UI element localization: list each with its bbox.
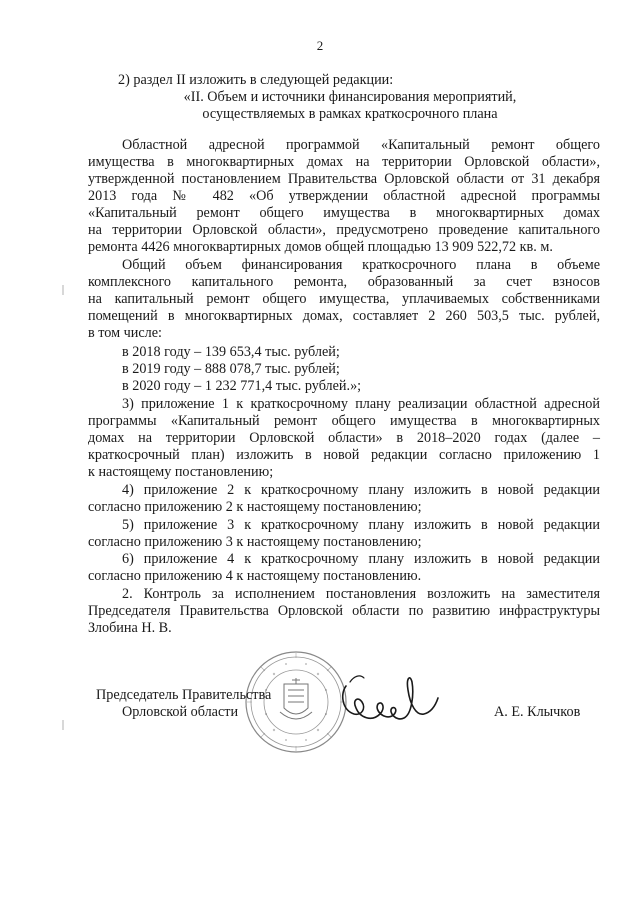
section-intro: 2) раздел II изложить в следующей редакции: bbox=[118, 72, 394, 88]
paragraph2-line-1: Общий объем финансирования краткосрочного плана в объеме bbox=[122, 257, 600, 273]
item6-line-2: согласно приложению 4 к настоящему постановлению. bbox=[88, 568, 422, 584]
item4-line-1: 4) приложение 2 к краткосрочному плану изложить в новой редакции bbox=[122, 482, 600, 498]
signatory-name: А. Е. Клычков bbox=[494, 704, 581, 720]
control-line-2: Председателя Правительства Орловской области по развитию инфраструктуры bbox=[88, 603, 600, 619]
section-title-line-1: «II. Объем и источники финансирования мероприятий, bbox=[183, 89, 517, 105]
item5-line-2: согласно приложению 3 к настоящему постановлению; bbox=[88, 534, 422, 550]
handwritten-signature bbox=[332, 664, 444, 734]
item3-line-5: к настоящему постановлению; bbox=[88, 464, 274, 480]
year-2019-line: в 2019 году – 888 078,7 тыс. рублей; bbox=[122, 361, 340, 377]
item3-line-1: 3) приложение 1 к краткосрочному плану реализации областной адресной bbox=[122, 396, 600, 412]
paragraph1-line-2: имущества в многоквартирных домах на территории Орловской области», bbox=[88, 154, 600, 170]
section-title-line-2: осуществляемых в рамках краткосрочного плана bbox=[202, 106, 498, 122]
item6-line-1: 6) приложение 4 к краткосрочному плану изложить в новой редакции bbox=[122, 551, 600, 567]
control-line-1: 2. Контроль за исполнением постановления возложить на заместителя bbox=[122, 586, 600, 602]
item3-line-2: программы «Капитальный ремонт общего имущества в многоквартирных bbox=[88, 413, 600, 429]
signatory-title-line-1: Председатель Правительства bbox=[96, 687, 272, 703]
scan-margin-mark bbox=[62, 720, 64, 730]
item5-line-1: 5) приложение 3 к краткосрочному плану изложить в новой редакции bbox=[122, 517, 600, 533]
item3-line-4: краткосрочный план) изложить в новой редакции согласно приложению 1 bbox=[88, 447, 600, 463]
paragraph1-line-3: утвержденной постановлением Правительства Орловской области от 31 декабря bbox=[88, 171, 600, 187]
paragraph2-line-2: комплексного капитального ремонта, образованный за счет взносов bbox=[88, 274, 600, 290]
page-number: 2 bbox=[316, 38, 324, 53]
year-2018-line: в 2018 году – 139 653,4 тыс. рублей; bbox=[122, 344, 340, 360]
paragraph2-line-3: на капитальный ремонт общего имущества, уплачиваемых собственниками bbox=[88, 291, 600, 307]
item4-line-2: согласно приложению 2 к настоящему постановлению; bbox=[88, 499, 422, 515]
paragraph1-line-6: на территории Орловской области», предусмотрено проведение капитального bbox=[88, 222, 600, 238]
paragraph2-line-4: помещений в многоквартирных домах, составляет 2 260 503,5 тыс. рублей, bbox=[88, 308, 600, 324]
paragraph1-line-1: Областной адресной программой «Капитальный ремонт общего bbox=[122, 137, 600, 153]
control-line-3: Злобина Н. В. bbox=[88, 620, 172, 636]
paragraph1-line-7: ремонта 4426 многоквартирных домов общей площадью 13 909 522,72 кв. м. bbox=[88, 239, 553, 255]
paragraph2-line-5: в том числе: bbox=[88, 325, 162, 341]
paragraph1-line-5: «Капитальный ремонт общего имущества в многоквартирных домах bbox=[88, 205, 600, 221]
paragraph1-line-4: 2013 года № 482 «Об утверждении областной адресной программы bbox=[88, 188, 600, 204]
scan-margin-mark bbox=[62, 285, 64, 295]
signatory-title-line-2: Орловской области bbox=[122, 704, 239, 720]
year-2020-line: в 2020 году – 1 232 771,4 тыс. рублей.»; bbox=[122, 378, 362, 394]
item3-line-3: домах на территории Орловской области» в 2018–2020 годах (далее – bbox=[88, 430, 600, 446]
